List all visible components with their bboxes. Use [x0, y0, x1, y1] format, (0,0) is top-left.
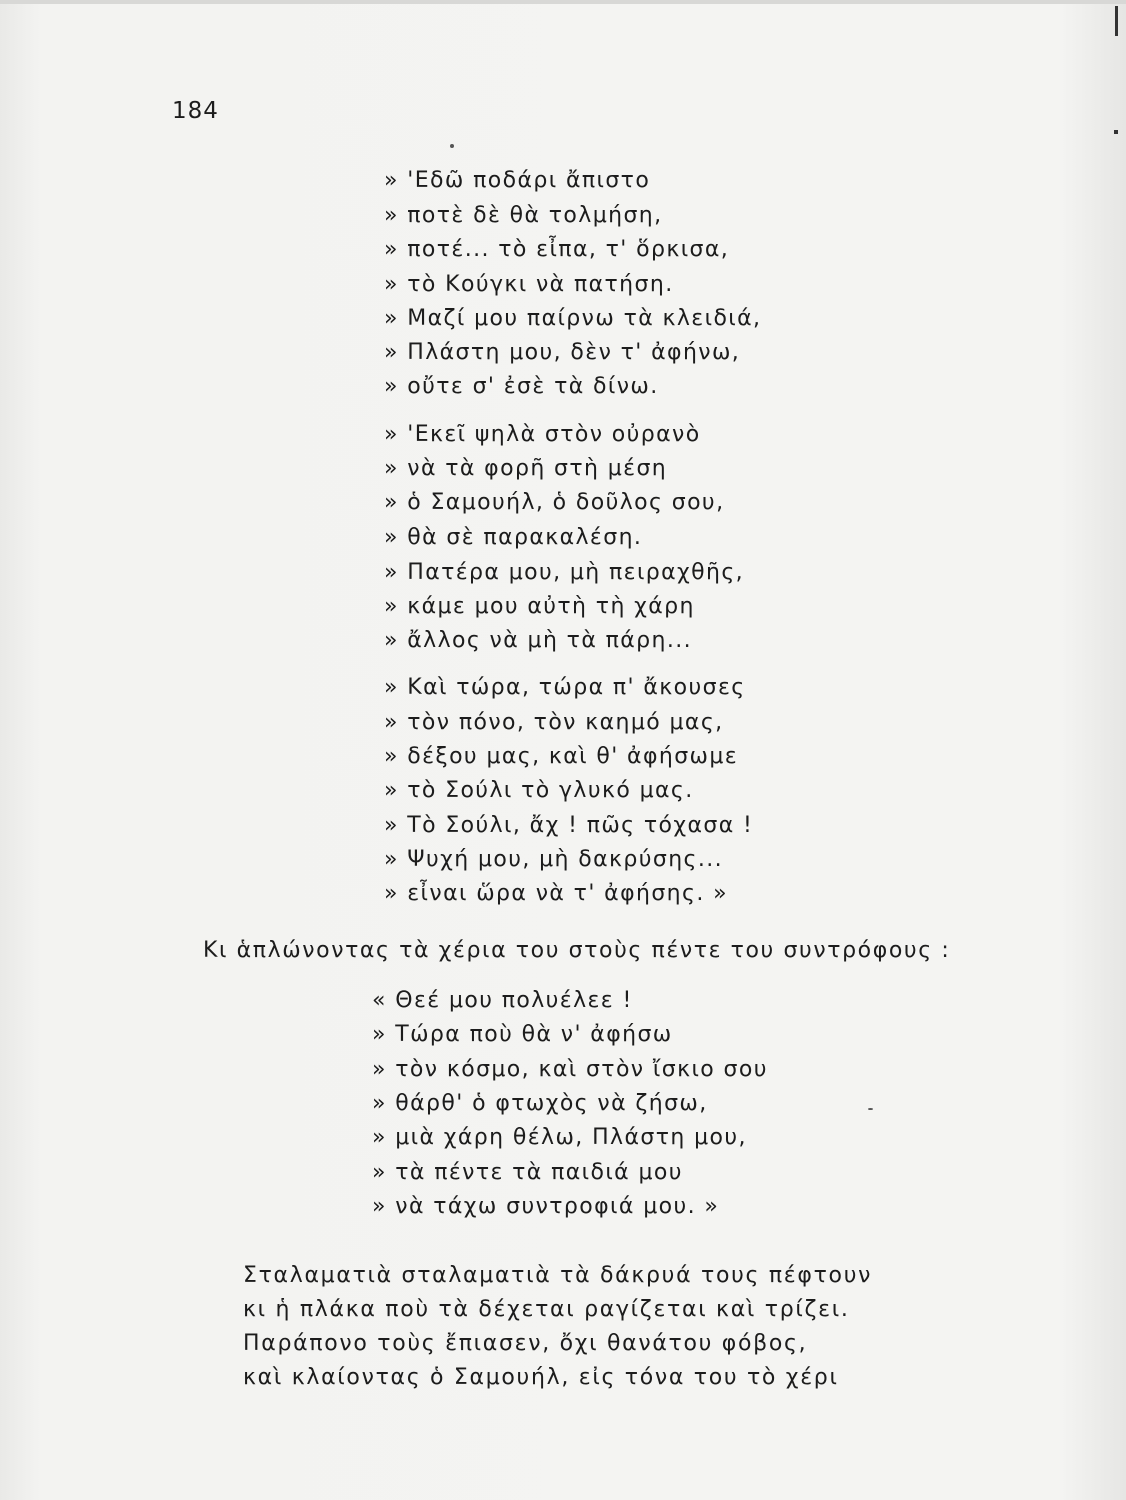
edge-mark	[1115, 6, 1118, 36]
narrative-line: Σταλαματιὰ σταλαματιὰ τὰ δάκρυά τους πέφτουν	[243, 1263, 873, 1288]
speck	[868, 1108, 873, 1110]
verse-line: » Ψυχή μου, μὴ δακρύσης...	[384, 847, 724, 872]
verse-line: » νὰ τὰ φορῆ στὴ μέση	[384, 456, 668, 481]
verse-line: » θάρθ' ὁ φτωχὸς νὰ ζήσω,	[372, 1091, 708, 1116]
verse-line: » τὸν πόνο, τὸν καημό μας,	[384, 710, 724, 735]
narrative-line: κι ἡ πλάκα ποὺ τὰ δέχεται ραγίζεται καὶ τρίζει.	[243, 1297, 850, 1322]
verse-line: » μιὰ χάρη θέλω, Πλάστη μου,	[372, 1125, 747, 1150]
verse-line: « Θεέ μου πολυέλεε !	[372, 988, 633, 1013]
verse-line: » Μαζί μου παίρνω τὰ κλειδιά,	[384, 306, 762, 331]
narrative-line: καὶ κλαίοντας ὁ Σαμουήλ, εἰς τόνα του τὸ χέρι	[243, 1365, 839, 1390]
verse-line: » δέξου μας, καὶ θ' ἀφήσωμε	[384, 744, 739, 769]
verse-line: » Τὸ Σούλι, ἄχ ! πῶς τόχασα !	[384, 813, 754, 838]
verse-line: » τὸν κόσμο, καὶ στὸν ἴσκιο σου	[372, 1057, 768, 1082]
verse-line: » τὸ Σούλι τὸ γλυκό μας.	[384, 778, 694, 803]
verse-line: » Πατέρα μου, μὴ πειραχθῆς,	[384, 560, 745, 585]
speck	[450, 144, 454, 148]
verse-line: » εἶναι ὥρα νὰ τ' ἀφήσης. »	[384, 881, 728, 906]
verse-line: » Καὶ τώρα, τώρα π' ἄκουσες	[384, 675, 746, 700]
verse-line: » οὔτε σ' ἐσὲ τὰ δίνω.	[384, 374, 659, 399]
page-number: 184	[172, 98, 219, 124]
verse-line: » νὰ τάχω συντροφιά μου. »	[372, 1194, 720, 1219]
narrative-line: Παράπονο τοὺς ἔπιασεν, ὄχι θανάτου φόβος,	[243, 1331, 808, 1356]
narrative-intro: Κι ἁπλώνοντας τὰ χέρια του στοὺς πέντε του συντρόφους :	[203, 938, 951, 963]
verse-line: » Τώρα ποὺ θὰ ν' ἀφήσω	[372, 1022, 673, 1047]
verse-line: » ὁ Σαμουήλ, ὁ δοῦλος σου,	[384, 490, 725, 515]
verse-line: » ἄλλος νὰ μὴ τὰ πάρη...	[384, 628, 693, 653]
verse-line: » 'Εκεῖ ψηλὰ στὸν οὐρανὸ	[384, 422, 701, 447]
verse-line: » ποτὲ δὲ θὰ τολμήση,	[384, 203, 663, 228]
verse-line: » θὰ σὲ παρακαλέση.	[384, 525, 643, 550]
verse-line: » ποτέ... τὸ εἶπα, τ' ὅρκισα,	[384, 237, 730, 262]
edge-mark	[1114, 130, 1118, 134]
verse-line: » 'Εδῶ ποδάρι ἄπιστο	[384, 168, 651, 193]
verse-line: » Πλάστη μου, δὲν τ' ἀφήνω,	[384, 340, 741, 365]
verse-line: » τὸ Κούγκι νὰ πατήση.	[384, 272, 674, 297]
page-top-edge	[0, 0, 1126, 4]
verse-line: » κάμε μου αὐτὴ τὴ χάρη	[384, 594, 695, 619]
verse-line: » τὰ πέντε τὰ παιδιά μου	[372, 1160, 683, 1185]
